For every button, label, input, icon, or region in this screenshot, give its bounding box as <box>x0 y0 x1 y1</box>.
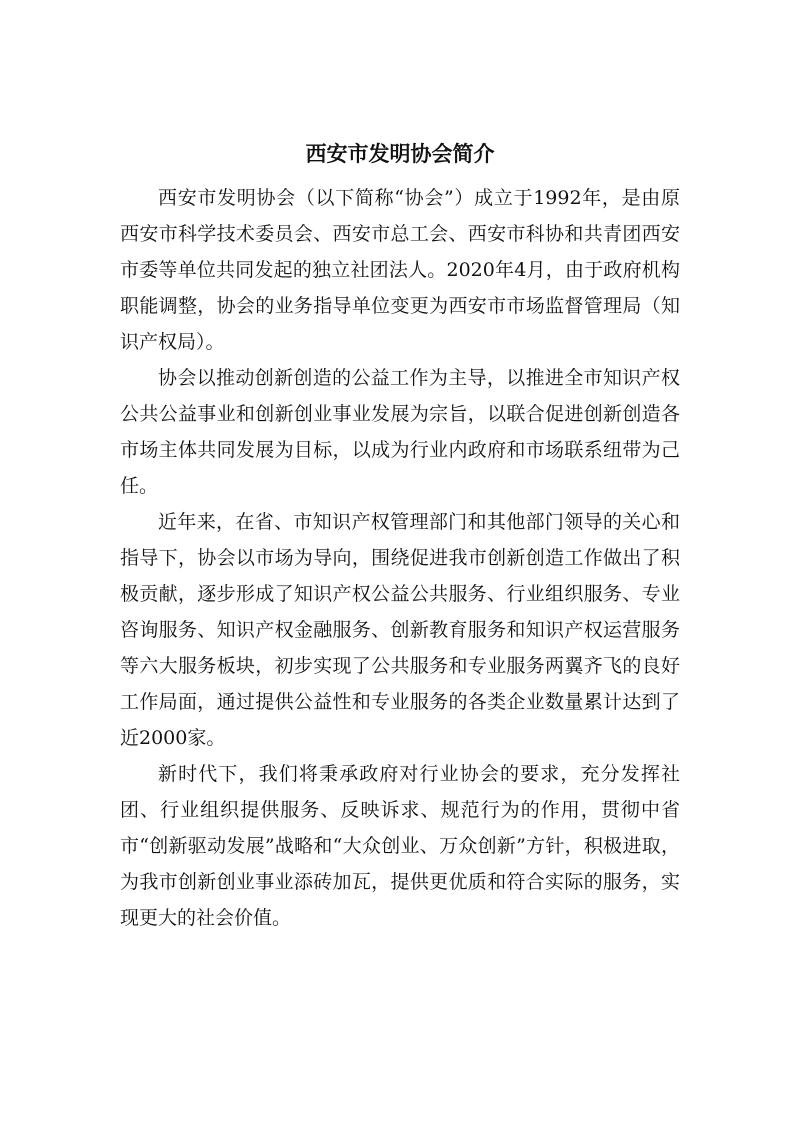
document-title: 西安市发明协会简介 <box>305 141 495 166</box>
paragraph-founding: 西安市发明协会（以下简称“协会”）成立于1992年，是由原西安市科学技术委员会、西安市总工会、西安市科协和共青团西安市委等单位共同发起的独立社团法人。2020年4月，由于政府机构职能调整，协会的业务指导单位变更为西安市市场监督管理局（知识产权局）。 <box>120 187 680 353</box>
document-page <box>120 138 680 936</box>
paragraph-achievements: 近年来，在省、市知识产权管理部门和其他部门领导的关心和指导下，协会以市场为导向，围绕促进我市创新创造工作做出了积极贡献，逐步形成了知识产权公益公共服务、行业组织服务、专业咨询服务、知识产权金融服务、创新教育服务和知识产权运营服务等六大服务板块，初步实现了公共服务和专业服务两翼齐飞的良好工作局面，通过提供公益性和专业服务的各类企业数量累计达到了近2000家。 <box>120 511 680 749</box>
paragraph-outlook: 新时代下，我们将秉承政府对行业协会的要求，充分发挥社团、行业组织提供服务、反映诉求、规范行为的作用，贯彻中省市“创新驱动发展”战略和“大众创业、万众创新”方针，积极进取，为我市创新创业事业添砖加瓦，提供更优质和符合实际的服务，实现更大的社会价值。 <box>120 763 680 929</box>
paragraph-mission: 协会以推动创新创造的公益工作为主导，以推进全市知识产权公共公益事业和创新创业事业发展为宗旨，以联合促进创新创造各市场主体共同发展为目标，以成为行业内政府和市场联系纽带为己任。 <box>120 367 680 497</box>
